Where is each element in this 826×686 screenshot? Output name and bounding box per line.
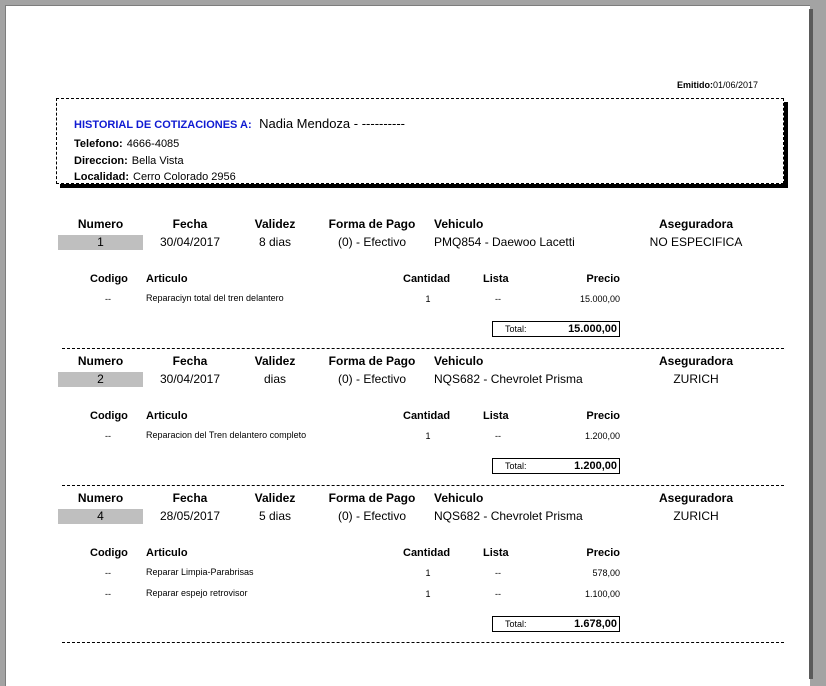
- report-title-label: HISTORIAL DE COTIZACIONES A:: [74, 119, 252, 131]
- col-vehiculo: Vehiculo: [434, 354, 484, 368]
- emitido-date: [677, 80, 758, 90]
- col-vehiculo: Vehiculo: [434, 491, 484, 505]
- col-vehiculo: Vehiculo: [434, 217, 484, 231]
- item-precio: 15.000,00: [579, 294, 620, 304]
- item-col-cantidad: Cantidad: [403, 410, 451, 422]
- header-box-shadow-bottom: [60, 184, 788, 188]
- item-cantidad: 1: [425, 431, 431, 441]
- quote-block: [6, 217, 810, 353]
- col-numero: Numero: [77, 354, 124, 368]
- quote-aseguradora: ZURICH: [673, 509, 719, 523]
- item-precio: 1.100,00: [584, 589, 620, 599]
- quote-number: 2: [58, 372, 143, 387]
- col-validez: Validez: [254, 217, 296, 231]
- quote-fecha: 28/05/2017: [159, 509, 221, 523]
- quote-vehiculo: PMQ854 - Daewoo Lacetti: [434, 235, 575, 249]
- item-codigo: --: [105, 294, 111, 304]
- quote-separator: [62, 485, 784, 486]
- item-col-cantidad: Cantidad: [403, 273, 451, 285]
- quote-aseguradora: ZURICH: [673, 372, 719, 386]
- quote-forma-pago: (0) - Efectivo: [337, 235, 406, 249]
- emitido-value: 01/06/2017: [712, 80, 758, 90]
- client-header-box: [56, 98, 784, 184]
- header-box-shadow: [784, 102, 788, 188]
- col-aseguradora: Aseguradora: [658, 217, 734, 231]
- localidad-line: [74, 171, 236, 183]
- quote-forma-pago: (0) - Efectivo: [337, 509, 406, 523]
- item-cantidad: 1: [425, 589, 431, 599]
- item-precio: 1.200,00: [584, 431, 620, 441]
- quote-aseguradora: NO ESPECIFICA: [649, 235, 743, 249]
- col-numero: Numero: [77, 217, 124, 231]
- total-value: 1.200,00: [574, 460, 617, 472]
- item-lista: --: [495, 431, 501, 441]
- report-title: [74, 115, 405, 133]
- item-col-lista: Lista: [483, 273, 509, 285]
- total-value: 15.000,00: [568, 323, 617, 335]
- page-shadow: [809, 9, 813, 679]
- item-cantidad: 1: [425, 294, 431, 304]
- item-codigo: --: [105, 431, 111, 441]
- quote-separator: [62, 642, 784, 643]
- col-fecha: Fecha: [172, 217, 208, 231]
- quote-validez: 8 dias: [258, 235, 292, 249]
- col-aseguradora: Aseguradora: [658, 491, 734, 505]
- item-col-lista: Lista: [483, 547, 509, 559]
- telefono-label: Telefono:: [74, 138, 123, 150]
- col-validez: Validez: [254, 354, 296, 368]
- total-box: [492, 616, 620, 632]
- quote-number: 1: [58, 235, 143, 250]
- telefono-value: 4666-4085: [126, 138, 180, 150]
- quote-block: [6, 491, 810, 641]
- item-col-cantidad: Cantidad: [403, 547, 451, 559]
- report-page: [5, 5, 810, 686]
- item-col-lista: Lista: [483, 410, 509, 422]
- direccion-value: Bella Vista: [131, 155, 184, 167]
- col-numero: Numero: [77, 491, 124, 505]
- quote-fecha: 30/04/2017: [159, 372, 221, 386]
- item-col-precio: Precio: [586, 273, 620, 285]
- col-forma-pago: Forma de Pago: [328, 354, 416, 368]
- col-fecha: Fecha: [172, 354, 208, 368]
- item-precio: 578,00: [592, 568, 620, 578]
- item-articulo: Reparaciyn total del tren delantero: [146, 293, 284, 303]
- item-col-articulo: Articulo: [146, 273, 188, 285]
- item-col-codigo: Codigo: [90, 547, 128, 559]
- item-col-articulo: Articulo: [146, 547, 188, 559]
- item-lista: --: [495, 589, 501, 599]
- col-aseguradora: Aseguradora: [658, 354, 734, 368]
- item-articulo: Reparar Limpia-Parabrisas: [146, 567, 254, 577]
- item-col-precio: Precio: [586, 547, 620, 559]
- item-articulo: Reparar espejo retrovisor: [146, 588, 248, 598]
- quote-validez: dias: [263, 372, 286, 386]
- col-forma-pago: Forma de Pago: [328, 217, 416, 231]
- quote-forma-pago: (0) - Efectivo: [337, 372, 406, 386]
- col-forma-pago: Forma de Pago: [328, 491, 416, 505]
- quote-vehiculo: NQS682 - Chevrolet Prisma: [434, 509, 583, 523]
- localidad-value: Cerro Colorado 2956: [133, 171, 236, 183]
- col-validez: Validez: [254, 491, 296, 505]
- client-name: Nadia Mendoza - ----------: [259, 116, 405, 131]
- quote-block: [6, 354, 810, 490]
- total-label: Total:: [505, 324, 527, 334]
- item-articulo: Reparacion del Tren delantero completo: [146, 430, 307, 440]
- item-col-precio: Precio: [586, 410, 620, 422]
- item-lista: --: [495, 294, 501, 304]
- emitido-label: Emitido:: [676, 80, 713, 90]
- item-codigo: --: [105, 589, 111, 599]
- col-fecha: Fecha: [172, 491, 208, 505]
- item-col-codigo: Codigo: [90, 410, 128, 422]
- item-cantidad: 1: [425, 568, 431, 578]
- item-col-articulo: Articulo: [146, 410, 188, 422]
- quote-vehiculo: NQS682 - Chevrolet Prisma: [434, 372, 583, 386]
- item-col-codigo: Codigo: [90, 273, 128, 285]
- localidad-label: Localidad:: [74, 171, 130, 183]
- quote-number: 4: [58, 509, 143, 524]
- direccion-line: [74, 155, 184, 167]
- total-label: Total:: [505, 461, 527, 471]
- total-box: [492, 321, 620, 337]
- telefono-line: [74, 138, 179, 150]
- quote-separator: [62, 348, 784, 349]
- quote-fecha: 30/04/2017: [159, 235, 221, 249]
- total-label: Total:: [505, 619, 527, 629]
- quote-validez: 5 dias: [258, 509, 292, 523]
- total-box: [492, 458, 620, 474]
- total-value: 1.678,00: [574, 618, 617, 630]
- item-codigo: --: [105, 568, 111, 578]
- direccion-label: Direccion:: [74, 155, 128, 167]
- item-lista: --: [495, 568, 501, 578]
